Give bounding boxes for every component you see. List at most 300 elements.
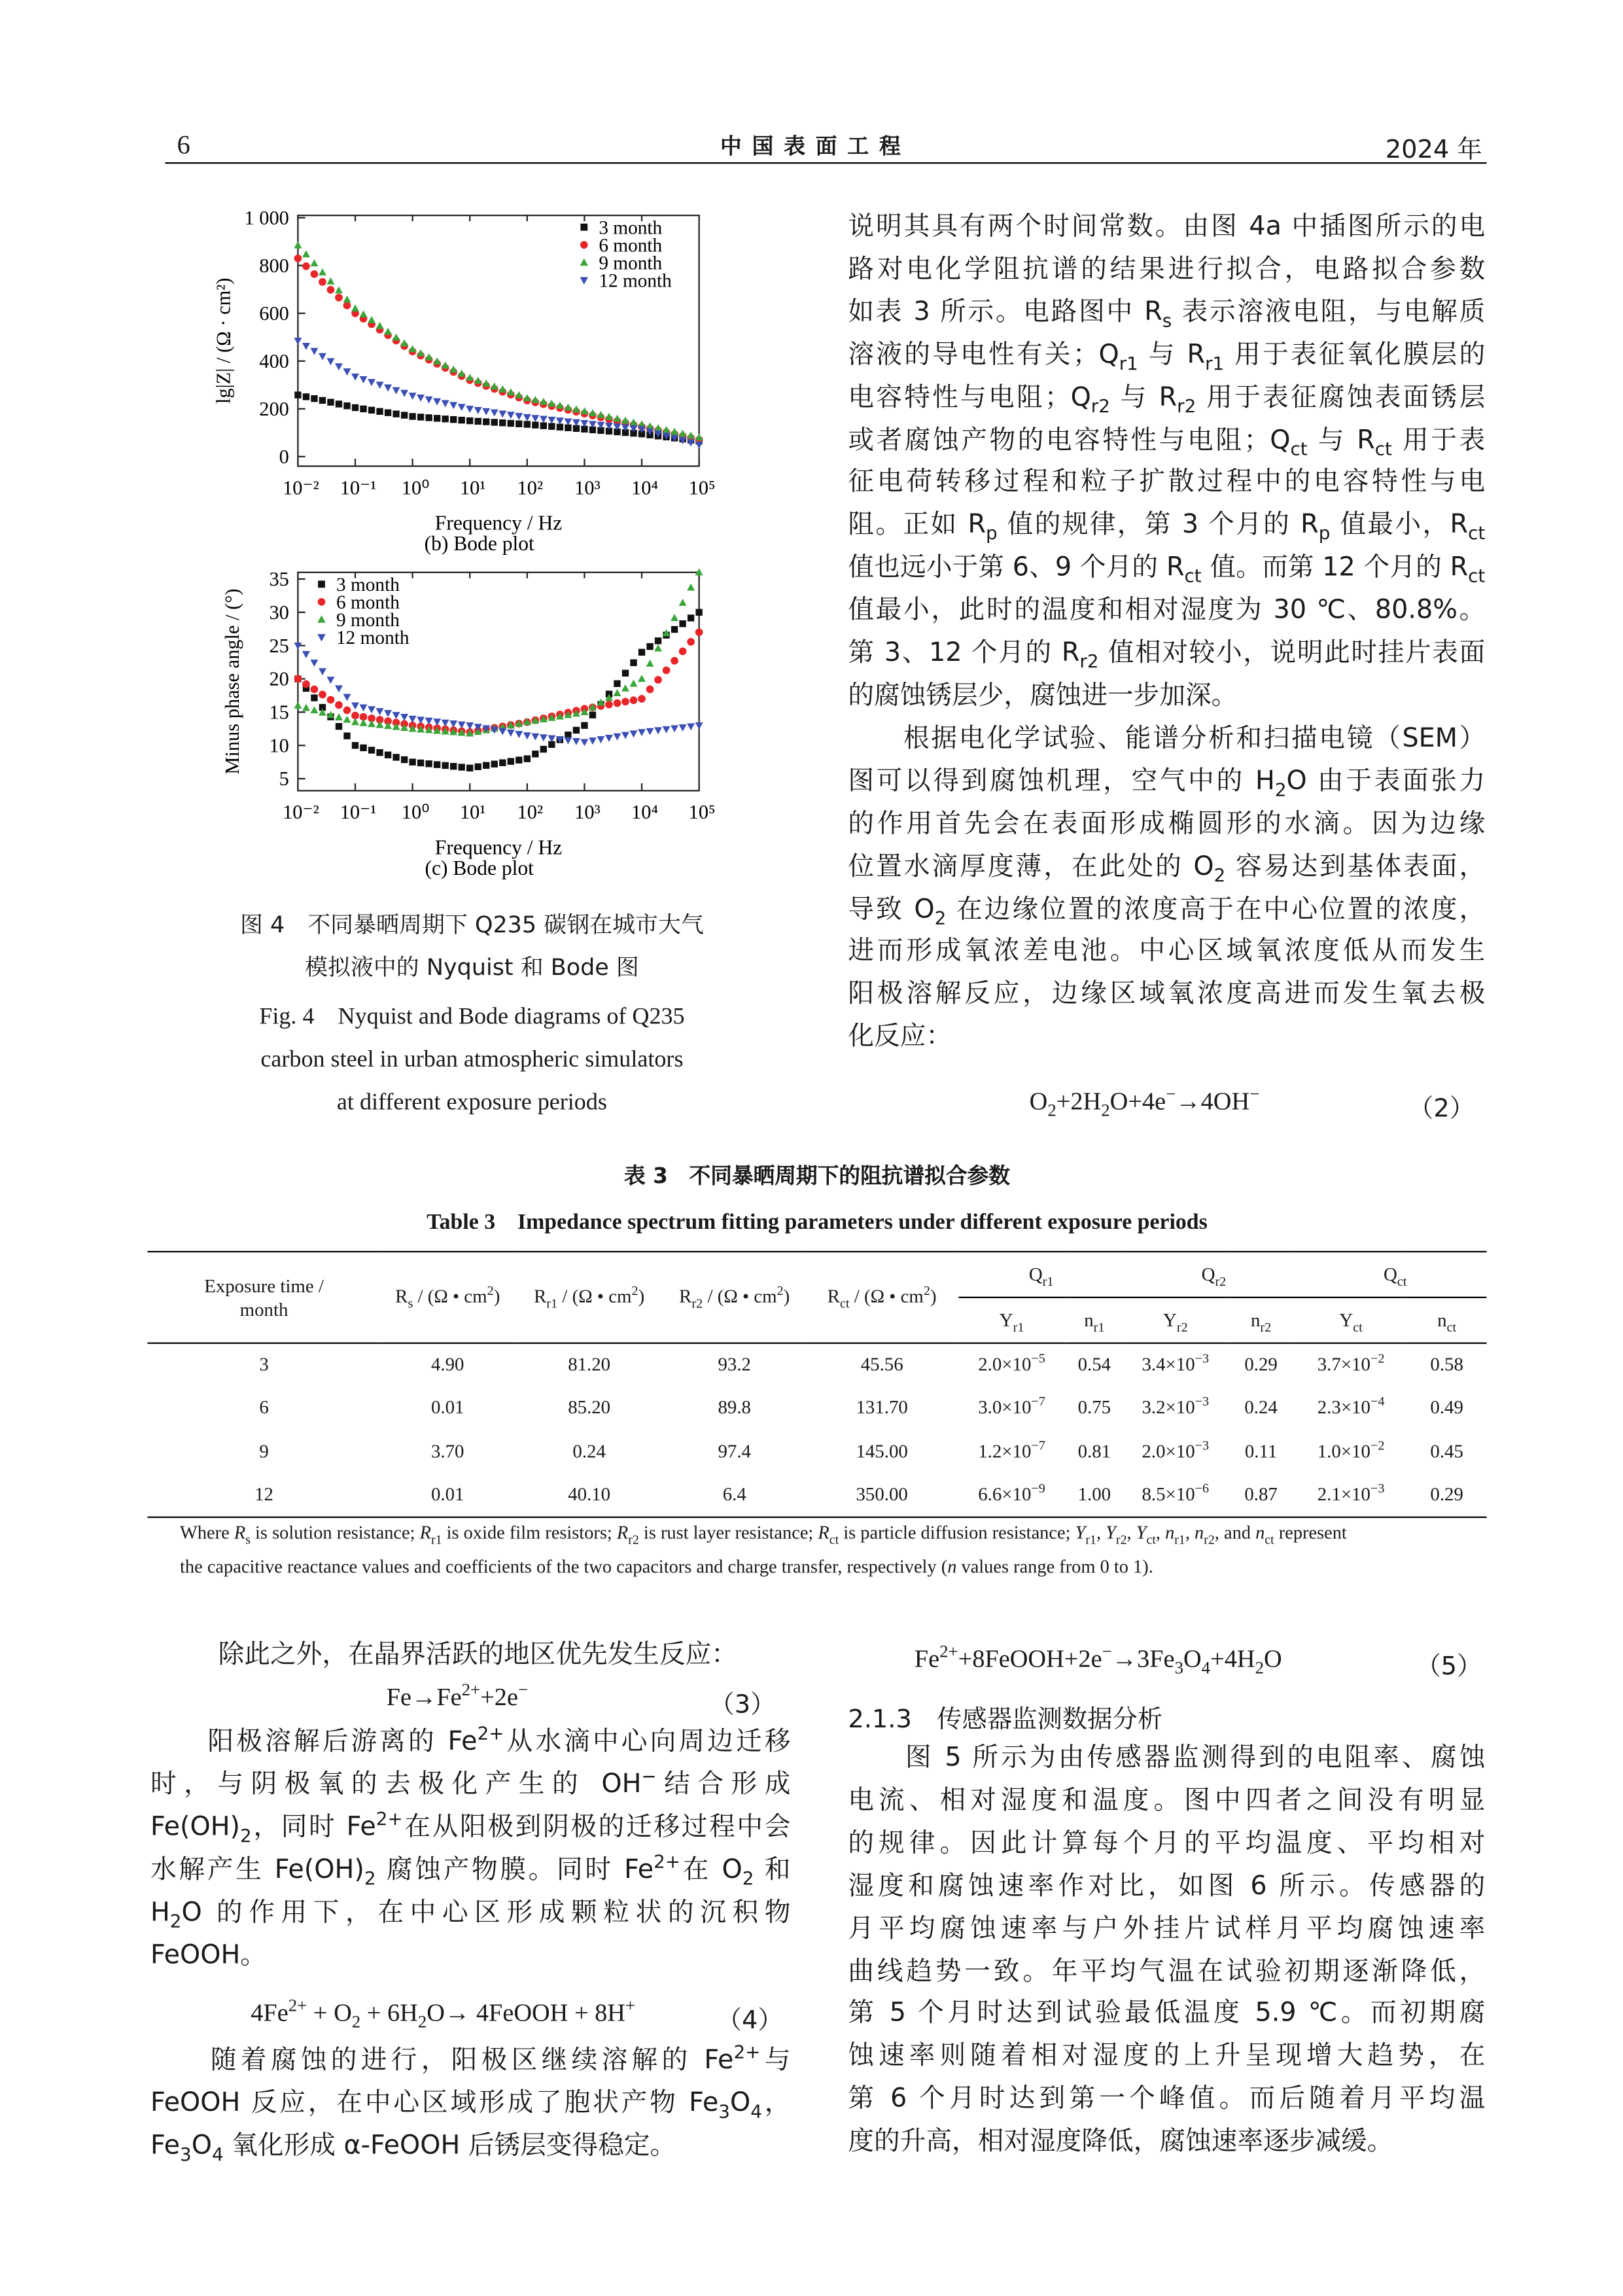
data-point xyxy=(449,366,457,373)
x-tick-label: 10² xyxy=(517,801,544,824)
x-tick-label: 10⁴ xyxy=(631,476,659,499)
x-tick-label: 10² xyxy=(517,476,544,499)
data-point xyxy=(434,415,440,421)
table-cell: 0.11 xyxy=(1244,1441,1278,1462)
y-tick-label: 35 xyxy=(269,568,289,591)
data-point xyxy=(564,737,572,745)
legend-label: 9 month xyxy=(336,610,400,631)
data-point xyxy=(393,387,400,395)
x-tick-label: 10⁻² xyxy=(283,476,319,499)
y-tick-label: 10 xyxy=(269,734,289,757)
data-point xyxy=(572,738,580,745)
y-axis-label: lg|Z| / (Ω · cm²) xyxy=(212,277,235,404)
data-point xyxy=(491,382,498,389)
data-point xyxy=(695,722,703,730)
data-point xyxy=(319,353,326,361)
data-point xyxy=(343,716,351,723)
equation-5-number: （5） xyxy=(1416,1652,1482,1682)
header-rr1: $R_{r1} / (\Omega$ • $cm^2$) xyxy=(515,1252,664,1343)
data-point xyxy=(597,411,604,418)
header-nct: $n_{ct}$ xyxy=(1407,1298,1487,1343)
data-point xyxy=(327,677,335,684)
equation-4: $4Fe^{2+} + O_2 + 6H_2O\to$ 4FeOOH + 8H+ xyxy=(251,1994,636,2032)
data-point xyxy=(523,394,531,401)
data-point xyxy=(360,406,366,412)
data-point xyxy=(572,405,580,412)
right-column-top-line: 位置水滴厚度薄，在此处的 $O_2$ 容易达到基体表面， xyxy=(848,852,1486,885)
data-point xyxy=(531,733,539,741)
data-point xyxy=(679,620,686,627)
x-tick-label: 10⁻¹ xyxy=(340,476,377,499)
table-cell: 81.20 xyxy=(568,1354,611,1375)
data-point xyxy=(327,358,335,365)
data-point xyxy=(343,402,350,409)
table-cell: 45.56 xyxy=(860,1354,903,1375)
table-cell: $2.1\times 10^{-3}$ xyxy=(1295,1474,1406,1517)
data-point xyxy=(671,725,678,732)
data-point xyxy=(688,614,694,621)
data-point xyxy=(483,418,489,425)
data-point xyxy=(352,404,358,411)
table-3-body xyxy=(147,1343,1486,1517)
data-point xyxy=(531,396,539,403)
x-tick-label: 10⁵ xyxy=(688,801,716,824)
data-point xyxy=(409,345,417,352)
data-point xyxy=(540,746,547,752)
data-point xyxy=(630,418,638,425)
header-rs: $R_s / (\Omega$ • $cm^2$) xyxy=(381,1252,515,1343)
right-column-top-line: 溶液的导电性有关；$Q_{r1}$ 与 $R_{r1}$ 用于表征氧化膜层的 xyxy=(848,340,1486,374)
equation-5: $Fe^{2+}+8FeOOH+2e^-\to 3Fe_3O_4+4H_2O$ xyxy=(914,1640,1282,1678)
table-cell: 12 xyxy=(147,1474,380,1517)
right-column-top-line: 阻。正如 $R_p$ 值的规律，第 3 个月的 $R_p$ 值最小，$R_{ct}$ xyxy=(848,510,1486,544)
data-point xyxy=(319,278,326,286)
data-point xyxy=(646,660,654,667)
bode-magnitude-plot xyxy=(213,207,716,534)
data-point xyxy=(498,410,506,417)
data-point xyxy=(343,707,351,715)
right-column-top-line: 化反应： xyxy=(848,1022,952,1052)
data-point xyxy=(524,421,531,427)
data-point xyxy=(614,733,621,741)
right-paragraph-bottom-line: 月平均腐蚀速率与户外挂片试样月平均腐蚀速率 xyxy=(848,1914,1486,1944)
data-point xyxy=(580,739,588,746)
data-point xyxy=(474,377,482,384)
table-cell: 0.58 xyxy=(1430,1354,1463,1375)
data-point xyxy=(655,637,661,644)
left-paragraph-2-line: $Fe_3O_4$ 氧化形成 α-FeOOH 后锈层变得稳定。 xyxy=(150,2131,676,2165)
data-point xyxy=(409,393,417,400)
legend-marker xyxy=(318,598,326,606)
table-cell: 9 xyxy=(259,1441,269,1462)
data-point xyxy=(679,648,687,656)
data-point xyxy=(311,270,319,278)
table-cell: $3.2\times 10^{-3}$ xyxy=(1142,1394,1210,1419)
y-tick-label: 400 xyxy=(259,349,289,372)
left-paragraph-1-line: $H_2O$ 的作用下，在中心区形成颗粒状的沉积物 xyxy=(150,1898,791,1932)
data-point xyxy=(294,675,302,683)
data-point xyxy=(459,764,465,770)
equation-3-number: （3） xyxy=(709,1690,776,1720)
table-cell: $1.2\times 10^{-7}$ xyxy=(978,1437,1045,1462)
data-point xyxy=(343,694,351,701)
data-point xyxy=(294,701,302,709)
right-paragraph-bottom-line: 电流、相对湿度和温度。图中四者之间没有明显 xyxy=(848,1786,1486,1816)
table-cell: 3 xyxy=(259,1354,269,1375)
data-point xyxy=(507,730,515,737)
y-tick-label: 30 xyxy=(269,601,289,624)
data-point xyxy=(425,718,433,725)
data-point xyxy=(548,417,555,424)
data-point xyxy=(302,343,310,350)
data-point xyxy=(400,339,408,346)
equation-2-number: （2） xyxy=(1408,1094,1475,1124)
data-point xyxy=(621,684,629,692)
data-point xyxy=(368,379,375,386)
data-point xyxy=(687,584,695,591)
data-point xyxy=(449,720,457,728)
data-point xyxy=(663,726,671,733)
table-row xyxy=(147,1474,1486,1517)
data-point xyxy=(310,706,318,713)
data-point xyxy=(695,628,703,636)
data-point xyxy=(458,370,466,377)
figure-caption-cn-2: 模拟液中的 Nyquist 和 Bode 图 xyxy=(305,954,639,981)
data-point xyxy=(294,391,301,398)
data-point xyxy=(442,762,448,769)
data-point xyxy=(434,761,440,768)
data-point xyxy=(336,400,342,407)
data-point xyxy=(335,287,343,294)
table-3 xyxy=(147,1251,1486,1518)
y-tick-label: 15 xyxy=(269,701,289,724)
x-tick-label: 10³ xyxy=(574,801,601,824)
data-point xyxy=(294,338,302,345)
data-point xyxy=(695,433,703,440)
data-point xyxy=(556,417,564,425)
table-cell: $2.3\times 10^{-4}$ xyxy=(1317,1394,1385,1419)
header-qr1: $Q_{r1}$ xyxy=(958,1252,1124,1298)
figure-caption-en-1: Fig. 4 Nyquist and Bode diagrams of Q235 xyxy=(259,1004,685,1030)
data-point xyxy=(540,398,548,405)
x-axis-label: Frequency / Hz xyxy=(434,836,563,859)
data-point xyxy=(417,716,425,724)
table-cell: $2.0\times 10^{-3}$ xyxy=(1142,1437,1210,1462)
data-point xyxy=(425,760,432,767)
x-tick-label: 10⁻² xyxy=(283,801,319,824)
data-point xyxy=(548,400,555,407)
legend-marker xyxy=(580,258,588,266)
data-point xyxy=(548,423,555,429)
data-point xyxy=(417,760,424,766)
data-point xyxy=(425,353,433,361)
right-paragraph-bottom-line: 图 5 所示为由传感器监测得到的电阻率、腐蚀 xyxy=(848,1743,1486,1773)
table-cell: $3.7\times 10^{-2}$ xyxy=(1317,1351,1385,1375)
figure-4-bode-plots xyxy=(207,192,826,915)
data-point xyxy=(302,651,310,658)
data-point xyxy=(614,699,621,707)
journal-name: 中 国 表 面 工 程 xyxy=(720,135,902,160)
left-paragraph-2 xyxy=(150,2040,790,2168)
table-cell: 0.75 xyxy=(1077,1397,1111,1419)
data-point xyxy=(310,660,318,667)
legend-label: 3 month xyxy=(599,217,663,239)
data-point xyxy=(499,419,506,426)
data-point xyxy=(385,752,391,758)
data-point xyxy=(368,720,375,727)
data-point xyxy=(360,310,368,317)
table-cell: 4.90 xyxy=(430,1354,464,1375)
data-point xyxy=(303,393,309,400)
left-paragraph-1 xyxy=(150,1722,790,1977)
table-cell: 0.24 xyxy=(572,1441,606,1462)
data-point xyxy=(654,676,662,684)
table-cell: 0.45 xyxy=(1430,1441,1463,1462)
data-point xyxy=(368,706,375,713)
data-point xyxy=(605,701,613,709)
data-point xyxy=(491,419,498,425)
y-tick-label: 0 xyxy=(279,445,289,468)
data-point xyxy=(630,680,638,687)
equation-4-number: （4） xyxy=(716,2006,783,2036)
right-column-top-line: 进而形成氧浓差电池。中心区域氧浓度低从而发生 xyxy=(848,937,1486,967)
table-cell: 0.87 xyxy=(1227,1474,1295,1517)
data-point xyxy=(310,348,318,355)
data-point xyxy=(376,408,383,415)
figure-caption-en-2: carbon steel in urban atmospheric simulators xyxy=(260,1047,684,1073)
data-point xyxy=(376,381,384,389)
data-point xyxy=(654,645,662,652)
data-point xyxy=(400,390,408,397)
table-cell: 0.54 xyxy=(1077,1354,1111,1375)
data-point xyxy=(458,404,466,411)
table-cell: 0.29 xyxy=(1407,1474,1487,1517)
right-column-top-line: 第 3、12 个月的 $R_{r2}$ 值相对较小，说明此时挂片表面 xyxy=(848,639,1486,673)
data-point xyxy=(442,720,449,727)
data-point xyxy=(687,724,695,731)
right-paragraph-bottom-line: 第 5 个月时达到试验最低温度 5.9 ℃。而初期腐 xyxy=(848,1999,1486,2029)
data-point xyxy=(540,422,547,429)
data-point xyxy=(302,704,310,711)
data-point xyxy=(327,696,335,704)
data-point xyxy=(376,708,384,715)
data-point xyxy=(654,424,662,431)
data-point xyxy=(638,729,646,736)
data-point xyxy=(335,701,343,709)
table-cell: $8.5\times 10^{-6}$ xyxy=(1124,1474,1227,1517)
data-point xyxy=(474,407,482,414)
x-tick-label: 10³ xyxy=(574,476,601,499)
legend-marker xyxy=(317,634,325,641)
y-axis-label: Minus phase angle / (°) xyxy=(221,588,244,775)
table-cell: $6.6\times 10^{-9}$ xyxy=(958,1474,1064,1517)
header-qct: $Q_{ct}$ xyxy=(1295,1252,1486,1298)
figure-caption-cn-1: 图 4 不同暴晒周期下 Q235 碳钢在城市大气 xyxy=(239,911,704,938)
x-tick-label: 10¹ xyxy=(459,801,486,824)
data-point xyxy=(466,417,473,424)
data-point xyxy=(393,754,399,760)
left-intro xyxy=(218,1634,788,1677)
data-point xyxy=(564,404,572,411)
table-row xyxy=(147,1430,1486,1474)
legend-label: 3 month xyxy=(336,574,400,595)
page-number: 6 xyxy=(177,130,190,160)
data-point xyxy=(507,412,515,419)
table-3-title-cn: 表 3 不同暴晒周期下的阻抗谱拟合参数 xyxy=(624,1165,1010,1190)
data-point xyxy=(622,670,629,677)
data-point xyxy=(523,732,531,739)
data-point xyxy=(605,413,613,420)
data-point xyxy=(302,680,310,688)
table-cell: $3.4\times 10^{-3}$ xyxy=(1142,1351,1210,1375)
data-point xyxy=(327,286,335,294)
right-column-text-top xyxy=(848,207,1485,1059)
data-point xyxy=(523,414,531,421)
data-point xyxy=(335,685,343,692)
y-tick-label: 20 xyxy=(269,667,289,690)
data-point xyxy=(450,416,457,423)
data-point xyxy=(401,412,408,418)
data-point xyxy=(556,402,564,409)
data-point xyxy=(442,361,449,368)
x-tick-label: 10⁵ xyxy=(688,476,716,499)
data-point xyxy=(409,758,415,765)
table-cell: 89.8 xyxy=(718,1397,751,1419)
table-cell: 6.4 xyxy=(664,1474,805,1517)
y-tick-label: 25 xyxy=(269,634,289,657)
legend-label: 6 month xyxy=(599,235,663,256)
table-cell: 131.70 xyxy=(856,1397,908,1419)
series-12-month xyxy=(294,643,703,746)
right-paragraph-bottom-line: 第 6 个月时达到第一个峰值。而后随着月平均温 xyxy=(848,2085,1486,2115)
data-point xyxy=(621,698,629,706)
legend-marker xyxy=(580,277,588,284)
right-paragraph-bottom xyxy=(848,1738,1485,2164)
data-point xyxy=(466,765,473,771)
data-point xyxy=(343,302,351,309)
right-column-top-line: 说明其具有两个时间常数。由图 4a 中插图所示的电 xyxy=(848,212,1486,242)
data-point xyxy=(614,415,621,422)
data-point xyxy=(630,696,638,704)
legend-marker xyxy=(317,615,325,622)
table-cell: 0.01 xyxy=(381,1474,515,1517)
right-column-top-line: 根据电化学试验、能谱分析和扫描电镜（SEM） xyxy=(848,724,1486,754)
data-point xyxy=(671,657,678,665)
table-cell: 0.01 xyxy=(430,1397,464,1419)
data-point xyxy=(384,385,392,392)
x-tick-label: 10⁰ xyxy=(401,476,430,499)
plot-b-caption: (b) Bode plot xyxy=(424,531,534,555)
legend-marker xyxy=(580,241,588,249)
right-column-top-line: 值最小，此时的温度和相对湿度为 30 ℃、80.8%。 xyxy=(848,596,1486,626)
data-point xyxy=(294,241,302,249)
legend-label: 6 month xyxy=(336,592,400,613)
data-point xyxy=(540,416,548,423)
data-point xyxy=(663,667,671,675)
data-point xyxy=(515,756,522,763)
data-point xyxy=(442,415,448,422)
data-point xyxy=(433,398,441,406)
figure-caption-en-3: at different exposure periods xyxy=(336,1090,607,1116)
right-column-top-line: 电容特性与电阻；$Q_{r2}$ 与 $R_{r2}$ 用于表征腐蚀表面锈层 xyxy=(848,383,1486,417)
data-point xyxy=(433,718,441,726)
data-point xyxy=(646,686,654,694)
data-point xyxy=(327,399,334,406)
legend-marker xyxy=(580,224,587,231)
data-point xyxy=(695,609,702,616)
data-point xyxy=(581,722,587,729)
data-point xyxy=(343,733,350,739)
y-tick-label: 200 xyxy=(259,397,289,420)
header-exposure xyxy=(147,1252,380,1343)
data-point xyxy=(466,406,474,413)
equation-2: $O_2+2H_2O+4e^-\to 4OH^-$ xyxy=(1029,1083,1260,1121)
y-tick-label: 600 xyxy=(259,302,289,325)
data-point xyxy=(335,363,343,370)
data-point xyxy=(687,432,695,439)
data-point xyxy=(614,680,620,687)
data-point xyxy=(393,410,399,417)
legend-label: 12 month xyxy=(336,627,410,649)
data-point xyxy=(368,407,375,414)
data-point xyxy=(515,731,523,738)
header-qr2: $Q_{r2}$ xyxy=(1124,1252,1295,1298)
data-point xyxy=(663,426,671,433)
data-point xyxy=(393,334,400,341)
table-cell: 0.29 xyxy=(1244,1354,1278,1375)
header-exposure-line2: month xyxy=(239,1299,288,1320)
header-yr1: $Y_{r1}$ xyxy=(958,1298,1064,1343)
header-rr2: $R_{r2} / (\Omega$ • $cm^2$) xyxy=(664,1252,805,1343)
data-point xyxy=(360,704,368,711)
data-point xyxy=(589,409,597,416)
data-point xyxy=(580,407,588,414)
data-point xyxy=(425,414,432,421)
series-3-month xyxy=(294,391,703,444)
y-tick-label: 5 xyxy=(279,768,289,790)
data-point xyxy=(351,718,359,725)
data-point xyxy=(531,415,539,422)
data-point xyxy=(336,723,342,730)
data-point xyxy=(450,763,457,769)
right-column-top-line: 如表 3 所示。电路图中 $R_s$ 表示溶液电阻，与电解质 xyxy=(848,297,1486,331)
data-point xyxy=(679,430,687,437)
data-point xyxy=(425,397,433,404)
data-point xyxy=(466,374,474,381)
table-3-title-en: Table 3 Impedance spectrum fitting parameters under different exposure periods xyxy=(427,1210,1208,1235)
data-point xyxy=(327,277,335,285)
right-column-top-line: 的作用首先会在表面形成椭圆形的水滴。因为边缘 xyxy=(848,809,1486,839)
data-point xyxy=(491,410,498,417)
data-point xyxy=(515,391,523,398)
table-cell: 0.81 xyxy=(1077,1441,1111,1462)
data-point xyxy=(311,694,317,701)
right-column-top-line: 或者腐蚀产物的电容特性与电阻；$Q_{ct}$ 与 $R_{ct}$ 用于表 xyxy=(848,425,1486,459)
issue-year: 2024 年 xyxy=(1385,135,1482,166)
table-row xyxy=(147,1386,1486,1430)
data-point xyxy=(302,250,310,257)
header-yct: $Y_{ct}$ xyxy=(1295,1298,1406,1343)
table-cell: 6 xyxy=(259,1397,269,1419)
data-point xyxy=(532,751,538,757)
data-point xyxy=(409,413,415,419)
table-row xyxy=(147,1343,1486,1387)
right-column-top-line: 征电荷转移过程和粒子扩散过程中的电容特性与电 xyxy=(848,468,1486,498)
x-tick-label: 10¹ xyxy=(459,476,486,499)
legend-label: 9 month xyxy=(599,253,663,274)
data-point xyxy=(417,414,424,420)
data-point xyxy=(540,734,548,741)
